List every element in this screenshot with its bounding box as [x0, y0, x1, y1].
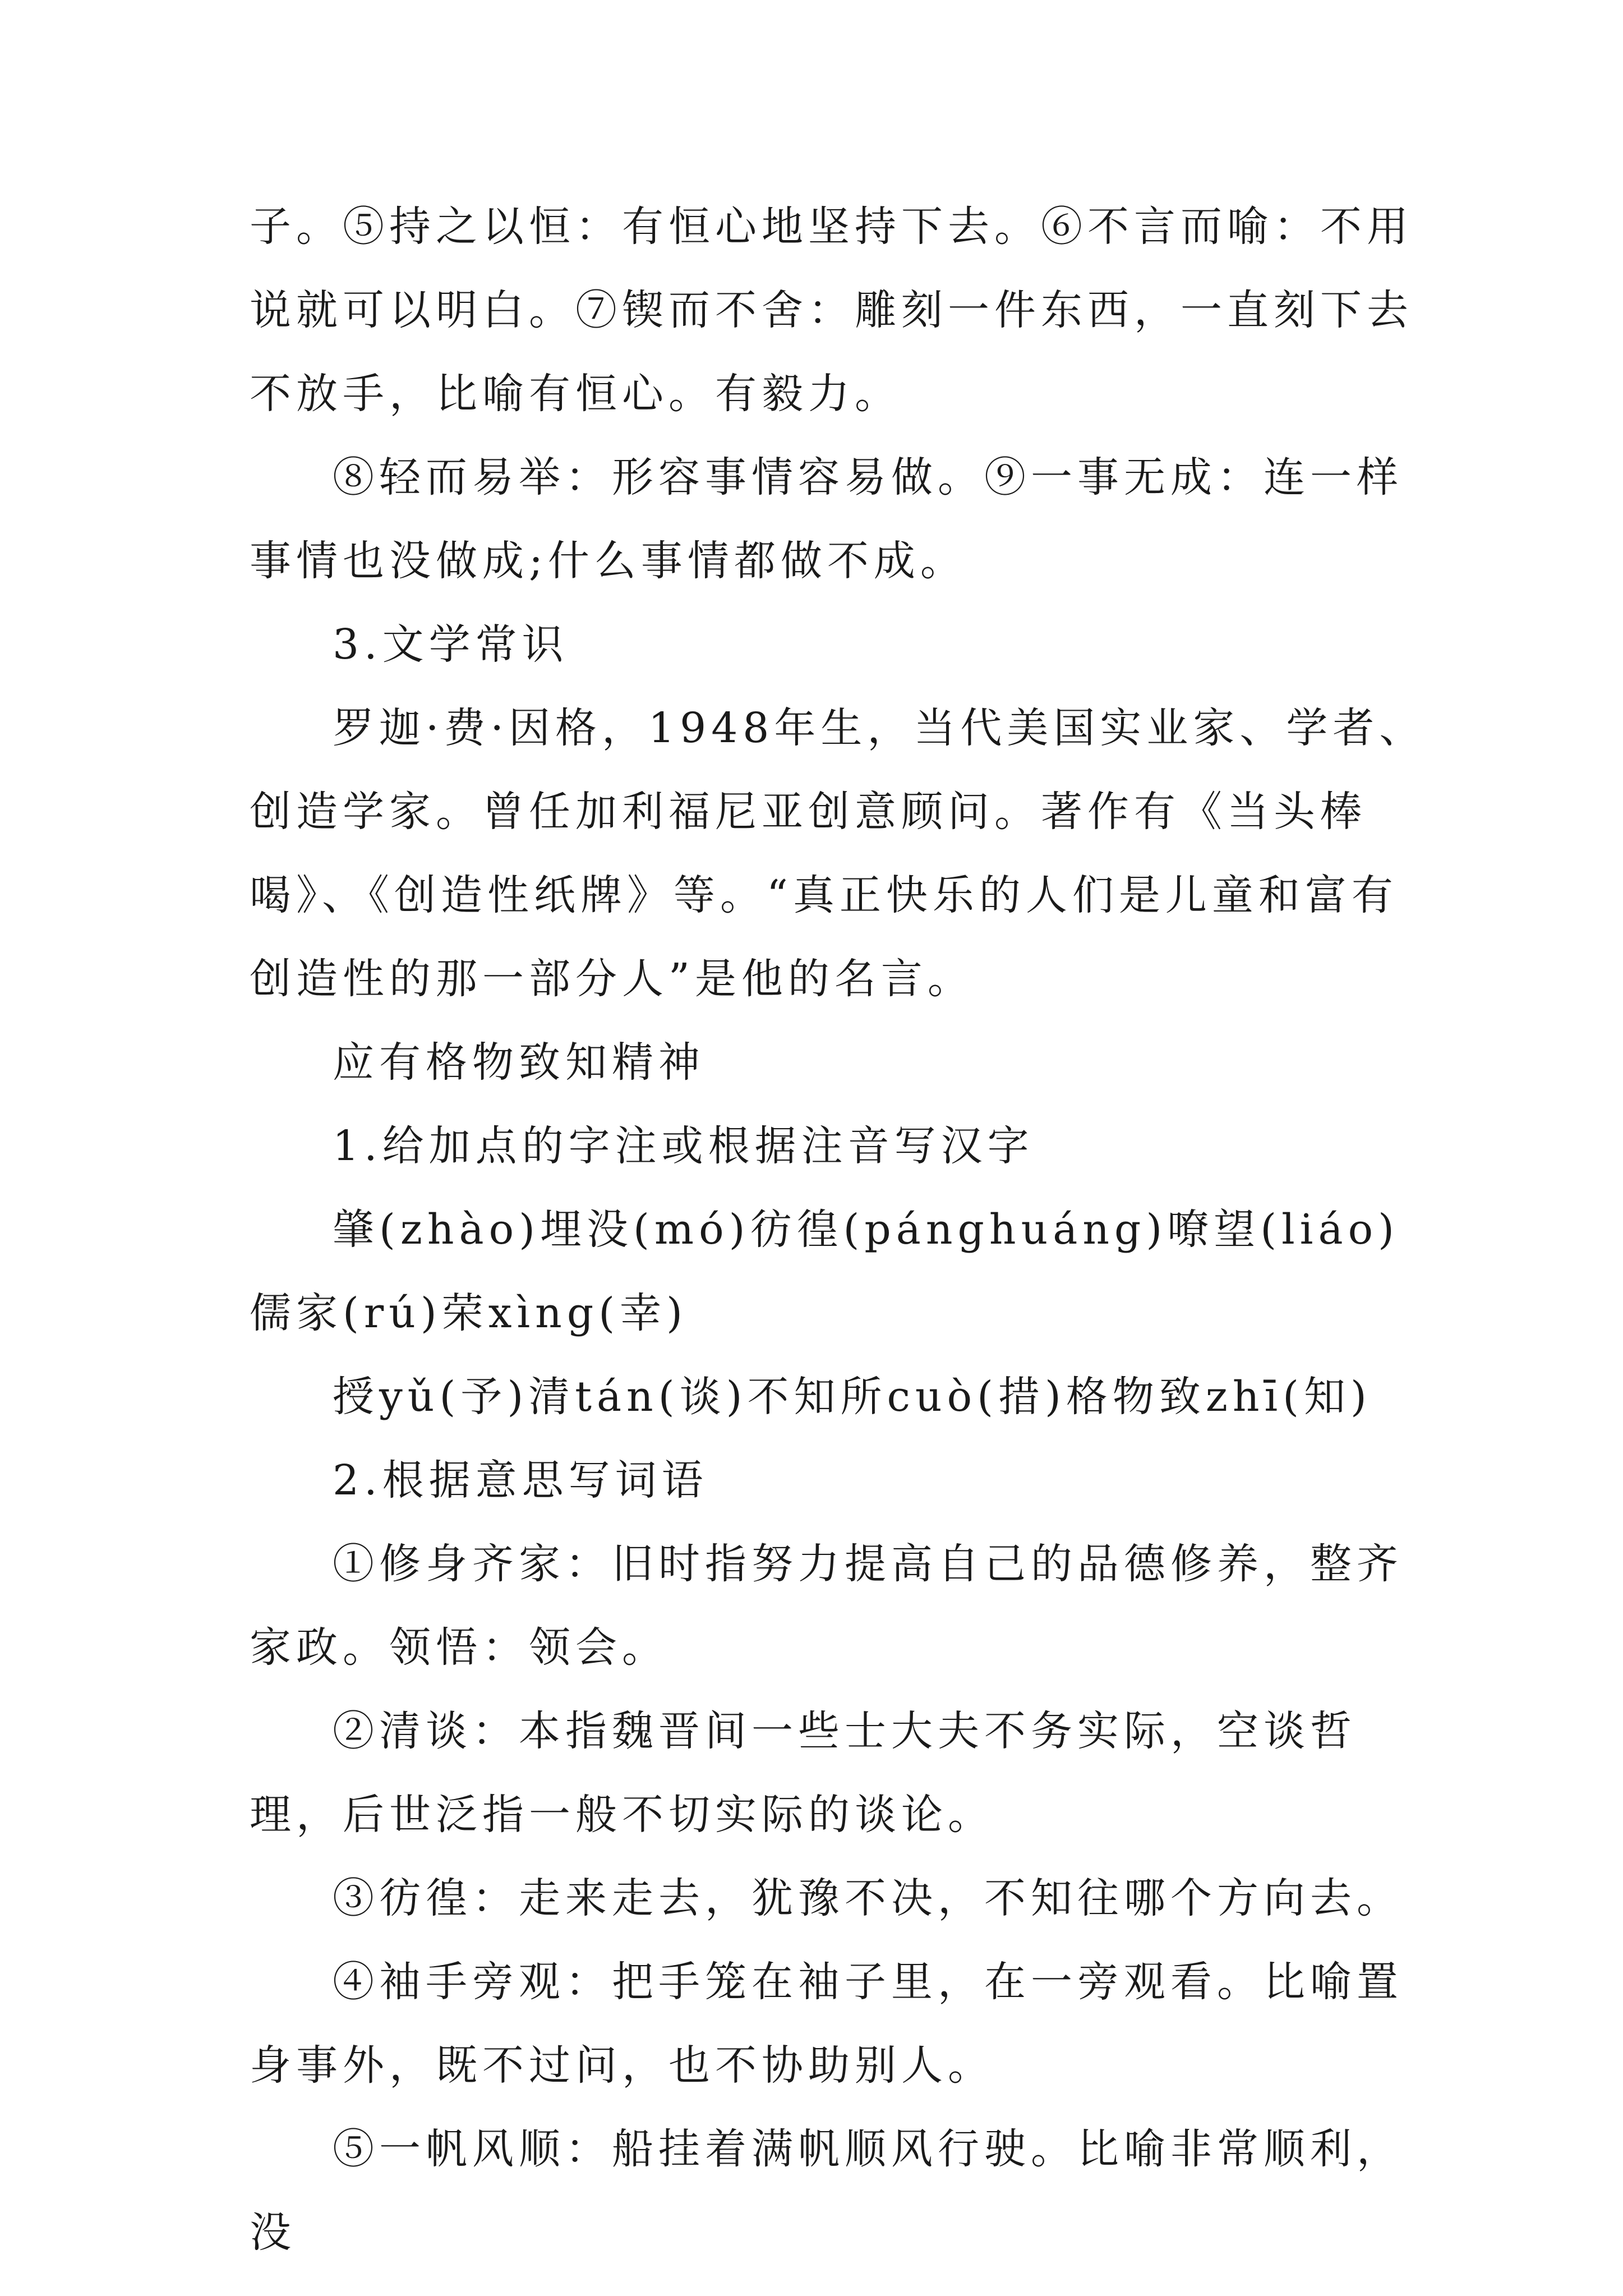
- document-body: [250, 185, 1427, 2275]
- section-heading-vocabulary: 2.根据意思写词语: [333, 1456, 708, 1504]
- paragraph-vocab-2: ②清谈：本指魏晋间一些士大夫不务实际，空谈哲理，后世泛指一般不切实际的谈论。: [250, 1707, 1357, 1839]
- paragraph-vocab-3: ③彷徨：走来走去，犹豫不决，不知往哪个方向去。: [333, 1874, 1403, 1922]
- paragraph-pronunciation-1: 肇(zhào)埋没(mó)彷徨(pánghuáng)嘹望(liáo)儒家(rú)荣xìng(幸): [250, 1205, 1399, 1337]
- section-heading-literature: 3.文学常识: [333, 620, 569, 669]
- lesson-title: 应有格物致知精神: [333, 1038, 705, 1087]
- section-heading-pronunciation: 1.给加点的字注或根据注音写汉字: [333, 1122, 1034, 1170]
- paragraph-idioms-8-9: ⑧轻而易举：形容事情容易做。⑨一事无成：连一样事情也没做成;什么事情都做不成。: [250, 453, 1403, 585]
- paragraph-idioms-continued: 子。⑤持之以恒：有恒心地坚持下去。⑥不言而喻：不用说就可以明白。⑦锲而不舍：雕刻一件东西，一直刻下去不放手，比喻有恒心。有毅力。: [250, 203, 1413, 418]
- paragraph-vocab-1: ①修身齐家：旧时指努力提高自己的品德修养，整齐家政。领悟：领会。: [250, 1540, 1403, 1672]
- paragraph-author-bio: 罗迦·费·因格，1948年生，当代美国实业家、学者、创造学家。曾任加利福尼亚创意顾问。著作有《当头棒喝》、《创造性纸牌》等。“真正快乐的人们是儿童和富有创造性的那一部分人”是他的名言。: [250, 704, 1426, 1003]
- paragraph-pronunciation-2: 授yǔ(予)清tán(谈)不知所cuò(措)格物致zhī(知): [333, 1373, 1372, 1421]
- paragraph-vocab-4: ④袖手旁观：把手笼在袖子里，在一旁观看。比喻置身事外，既不过问，也不协助别人。: [250, 1958, 1403, 2090]
- paragraph-vocab-5: ⑤一帆风顺：船挂着满帆顺风行驶。比喻非常顺利，没: [250, 2125, 1403, 2257]
